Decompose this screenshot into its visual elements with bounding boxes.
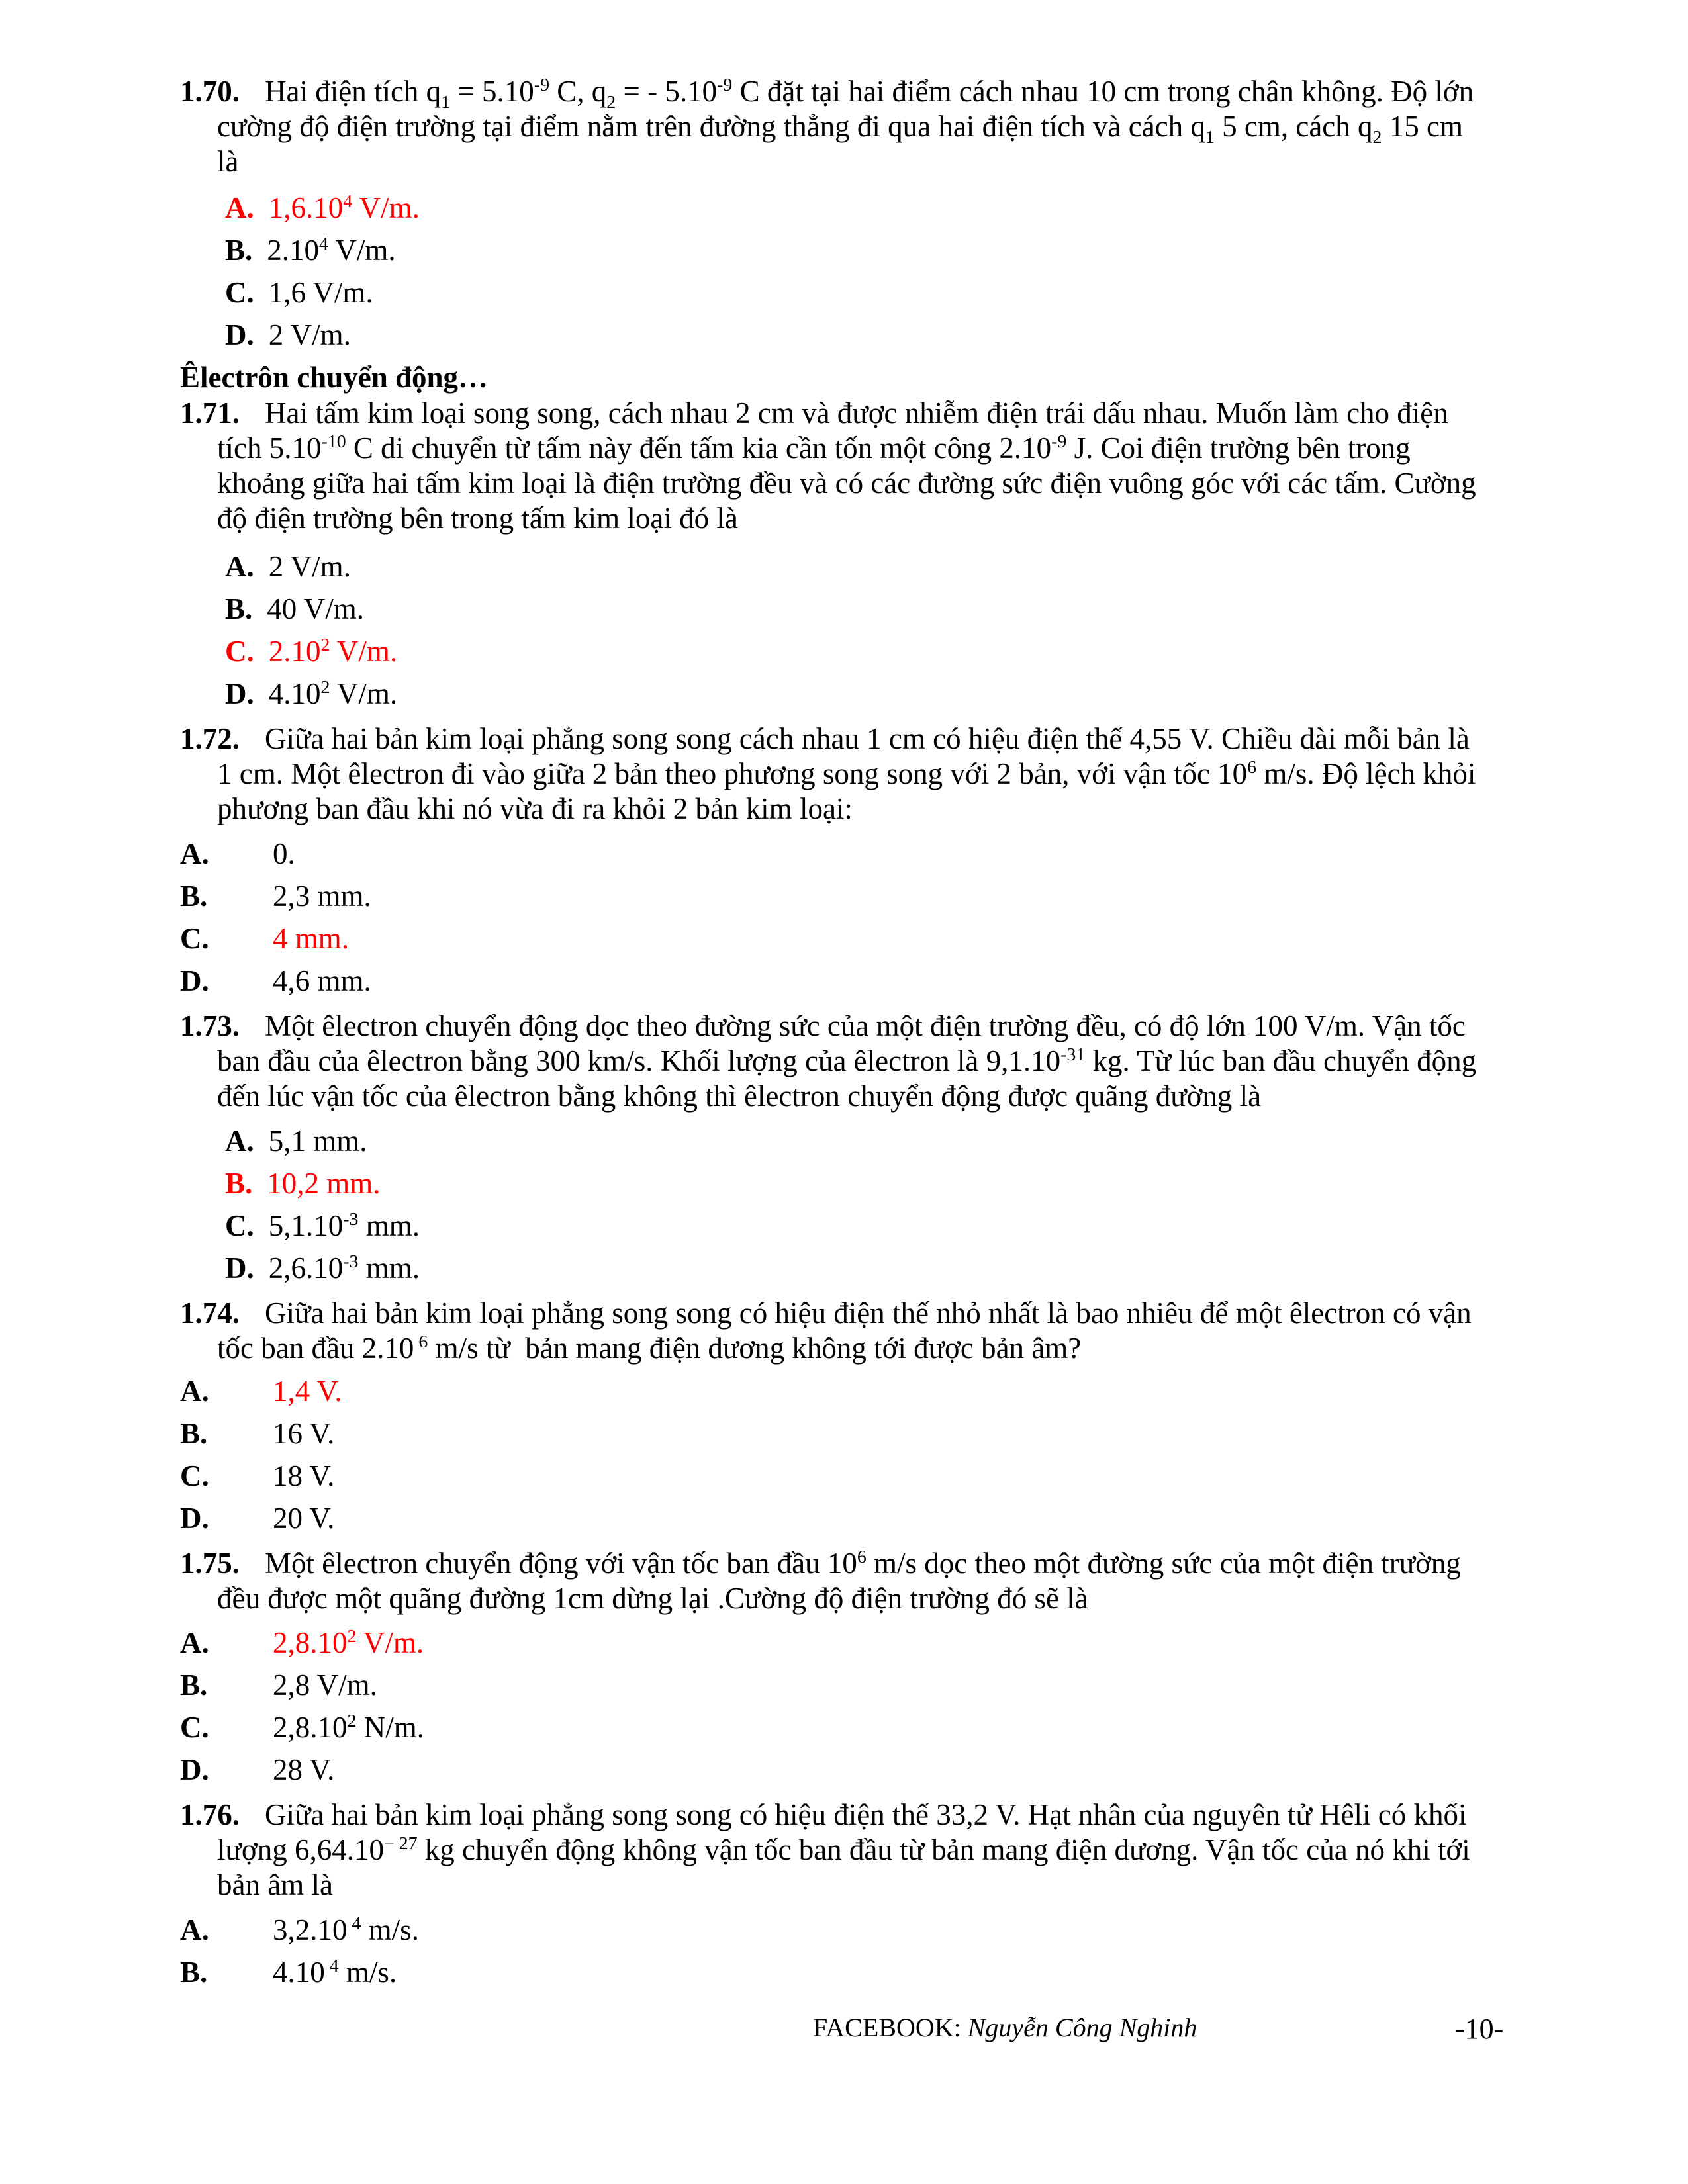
question-text: Giữa hai bản kim loại phẳng song song cách nhau 1 cm có hiệu điện thế 4,55 V. Chiều dài mỗi bản là: [265, 722, 1470, 755]
option-b[interactable]: B. 4.10 $^4$ m/s.: [180, 1956, 397, 1989]
option-a[interactable]: A. 3,2.10 $^4$ m/s.: [180, 1913, 419, 1946]
option-a[interactable]: A. 0.: [180, 837, 295, 870]
question-text: Hai tấm kim loại song song, cách nhau 2 cm và được nhiễm điện trái dấu nhau. Muốn làm cho điện: [265, 396, 1448, 430]
option-a[interactable]: A. 1,4 V.: [180, 1375, 342, 1408]
option-b[interactable]: B. 2.10$^4$ V/m.: [225, 234, 396, 267]
section-title: Êlectrôn chuyển động…: [180, 361, 489, 394]
option-a[interactable]: A. 2 V/m.: [225, 550, 351, 583]
option-d[interactable]: D. 4,6 mm.: [180, 964, 371, 997]
author-name: Nguyễn Công Nghinh: [967, 2013, 1197, 2042]
question-number: 1.75.: [180, 1547, 240, 1580]
footer-credit: FACEBOOK: Nguyễn Công Nghinh: [813, 2013, 1197, 2042]
option-b[interactable]: B. 16 V.: [180, 1417, 335, 1450]
option-c[interactable]: C. 2,8.10$^2$ N/m.: [180, 1711, 424, 1744]
option-d[interactable]: D. $2,6.10^{-3}$ mm.: [225, 1251, 420, 1285]
page-number: -10-: [1455, 2013, 1504, 2045]
option-b[interactable]: B. 2,8 V/m.: [180, 1668, 377, 1702]
option-c[interactable]: C. 18 V.: [180, 1459, 335, 1492]
question-number: 1.74.: [180, 1297, 240, 1330]
option-b[interactable]: B. 10,2 mm.: [225, 1167, 381, 1200]
option-d[interactable]: D. 2 V/m.: [225, 318, 351, 351]
option-b[interactable]: B. 2,3 mm.: [180, 880, 371, 913]
option-d[interactable]: D. 4.10$^2$ V/m.: [225, 677, 398, 710]
question-1-70: 1.70. Hai điện tích $q_1 = 5.10^{-9}$ C, $q_2$ = - $5.10^{-9}$ C đặt tại hai điểm cách nhau 10 cm trong chân không. Độ lớn cường độ điện trường tại điểm nằm trên đường thẳng đi qua hai điện tích và cách $q_1$ 5 cm, cách $q_2$ 15 cm là: [180, 75, 1474, 179]
question-1-72: 1.72. Giữa hai bản kim loại phẳng song song cách nhau 1 cm có hiệu điện thế 4,55 V. Chiều dài mỗi bản là 1 cm. Một êlectron đi vào giữa 2 bản theo phương song song với 2 bản, với vận tốc $10^6$ m/s. Độ lệch khỏi phương ban đầu khi nó vừa đi ra khỏi 2 bản kim loại:: [180, 722, 1476, 826]
option-c[interactable]: C. $5,1.10^{-3}$ mm.: [225, 1209, 420, 1242]
option-c[interactable]: C. 1,6 V/m.: [225, 276, 373, 309]
question-number: 1.72.: [180, 722, 240, 755]
question-1-74: 1.74. Giữa hai bản kim loại phẳng song song có hiệu điện thế nhỏ nhất là bao nhiêu để một êlectron có vận tốc ban đầu 2.10 $^6$ m/s từ bản mang điện dương không tới được bản âm?: [180, 1297, 1472, 1365]
question-text: Một êlectron chuyển động với vận tốc ban đầu $10^6$ m/s dọc theo một đường sức của một điện trường: [265, 1547, 1461, 1580]
question-1-76: 1.76. Giữa hai bản kim loại phẳng song song có hiệu điện thế 33,2 V. Hạt nhân của nguyên tử Hêli có khối lượng $6,64.10^{- 27}$ kg chuyển động không vận tốc ban đầu từ bản mang điện dương. Vận tốc của nó khi tới bản âm là: [180, 1798, 1470, 1902]
option-a[interactable]: A. 5,1 mm.: [225, 1124, 367, 1158]
option-d[interactable]: D. 28 V.: [180, 1753, 335, 1786]
question-text: Hai điện tích $q_1 = 5.10^{-9}$ C, $q_2$ = - $5.10^{-9}$ C đặt tại hai điểm cách nhau 10 cm trong chân không. Độ lớn: [265, 75, 1474, 113]
question-number: 1.70.: [180, 75, 240, 108]
option-a[interactable]: A. 2,8.10$^2$ V/m.: [180, 1626, 424, 1659]
question-text: Một êlectron chuyển động dọc theo đường sức của một điện trường đều, có độ lớn 100 V/m. Vận tốc: [265, 1009, 1466, 1042]
question-number: 1.76.: [180, 1798, 240, 1831]
option-c[interactable]: C. 4 mm.: [180, 922, 350, 955]
option-a[interactable]: A. 1,6.10$^4$ V/m.: [225, 191, 420, 224]
question-text: Giữa hai bản kim loại phẳng song song có hiệu điện thế nhỏ nhất là bao nhiêu để một êlectron có vận: [265, 1297, 1472, 1330]
question-number: 1.71.: [180, 396, 240, 430]
option-d[interactable]: D. 20 V.: [180, 1502, 335, 1535]
question-text: Giữa hai bản kim loại phẳng song song có hiệu điện thế 33,2 V. Hạt nhân của nguyên tử Hêli có khối: [265, 1798, 1467, 1831]
question-1-71: 1.71. Hai tấm kim loại song song, cách nhau 2 cm và được nhiễm điện trái dấu nhau. Muốn làm cho điện tích $5.10^{-10}$ C di chuyển từ tấm này đến tấm kia cần tốn một công $2.10^{-9}$ J. Coi điện trường bên trong khoảng giữa hai tấm kim loại là điện trường đều và có các đường sức điện vuông góc với các tấm. Cường độ điện trường bên trong tấm kim loại đó là: [180, 396, 1476, 535]
option-b[interactable]: B. 40 V/m.: [225, 592, 364, 625]
question-1-73: 1.73. Một êlectron chuyển động dọc theo đường sức của một điện trường đều, có độ lớn 100 V/m. Vận tốc ban đầu của êlectron bằng 300 km/s. Khối lượng của êlectron là $9,1.10^{-31}$ kg. Từ lúc ban đầu chuyển động đến lúc vận tốc của êlectron bằng không thì êlectron chuyển động được quãng đường là: [180, 1009, 1477, 1113]
question-number: 1.73.: [180, 1009, 240, 1042]
question-1-75: 1.75. Một êlectron chuyển động với vận tốc ban đầu $10^6$ m/s dọc theo một đường sức của một điện trường đều được một quãng đường 1cm dừng lại .Cường độ điện trường đó sẽ là: [180, 1547, 1461, 1615]
option-c[interactable]: C. 2.10$^2$ V/m.: [225, 635, 398, 668]
